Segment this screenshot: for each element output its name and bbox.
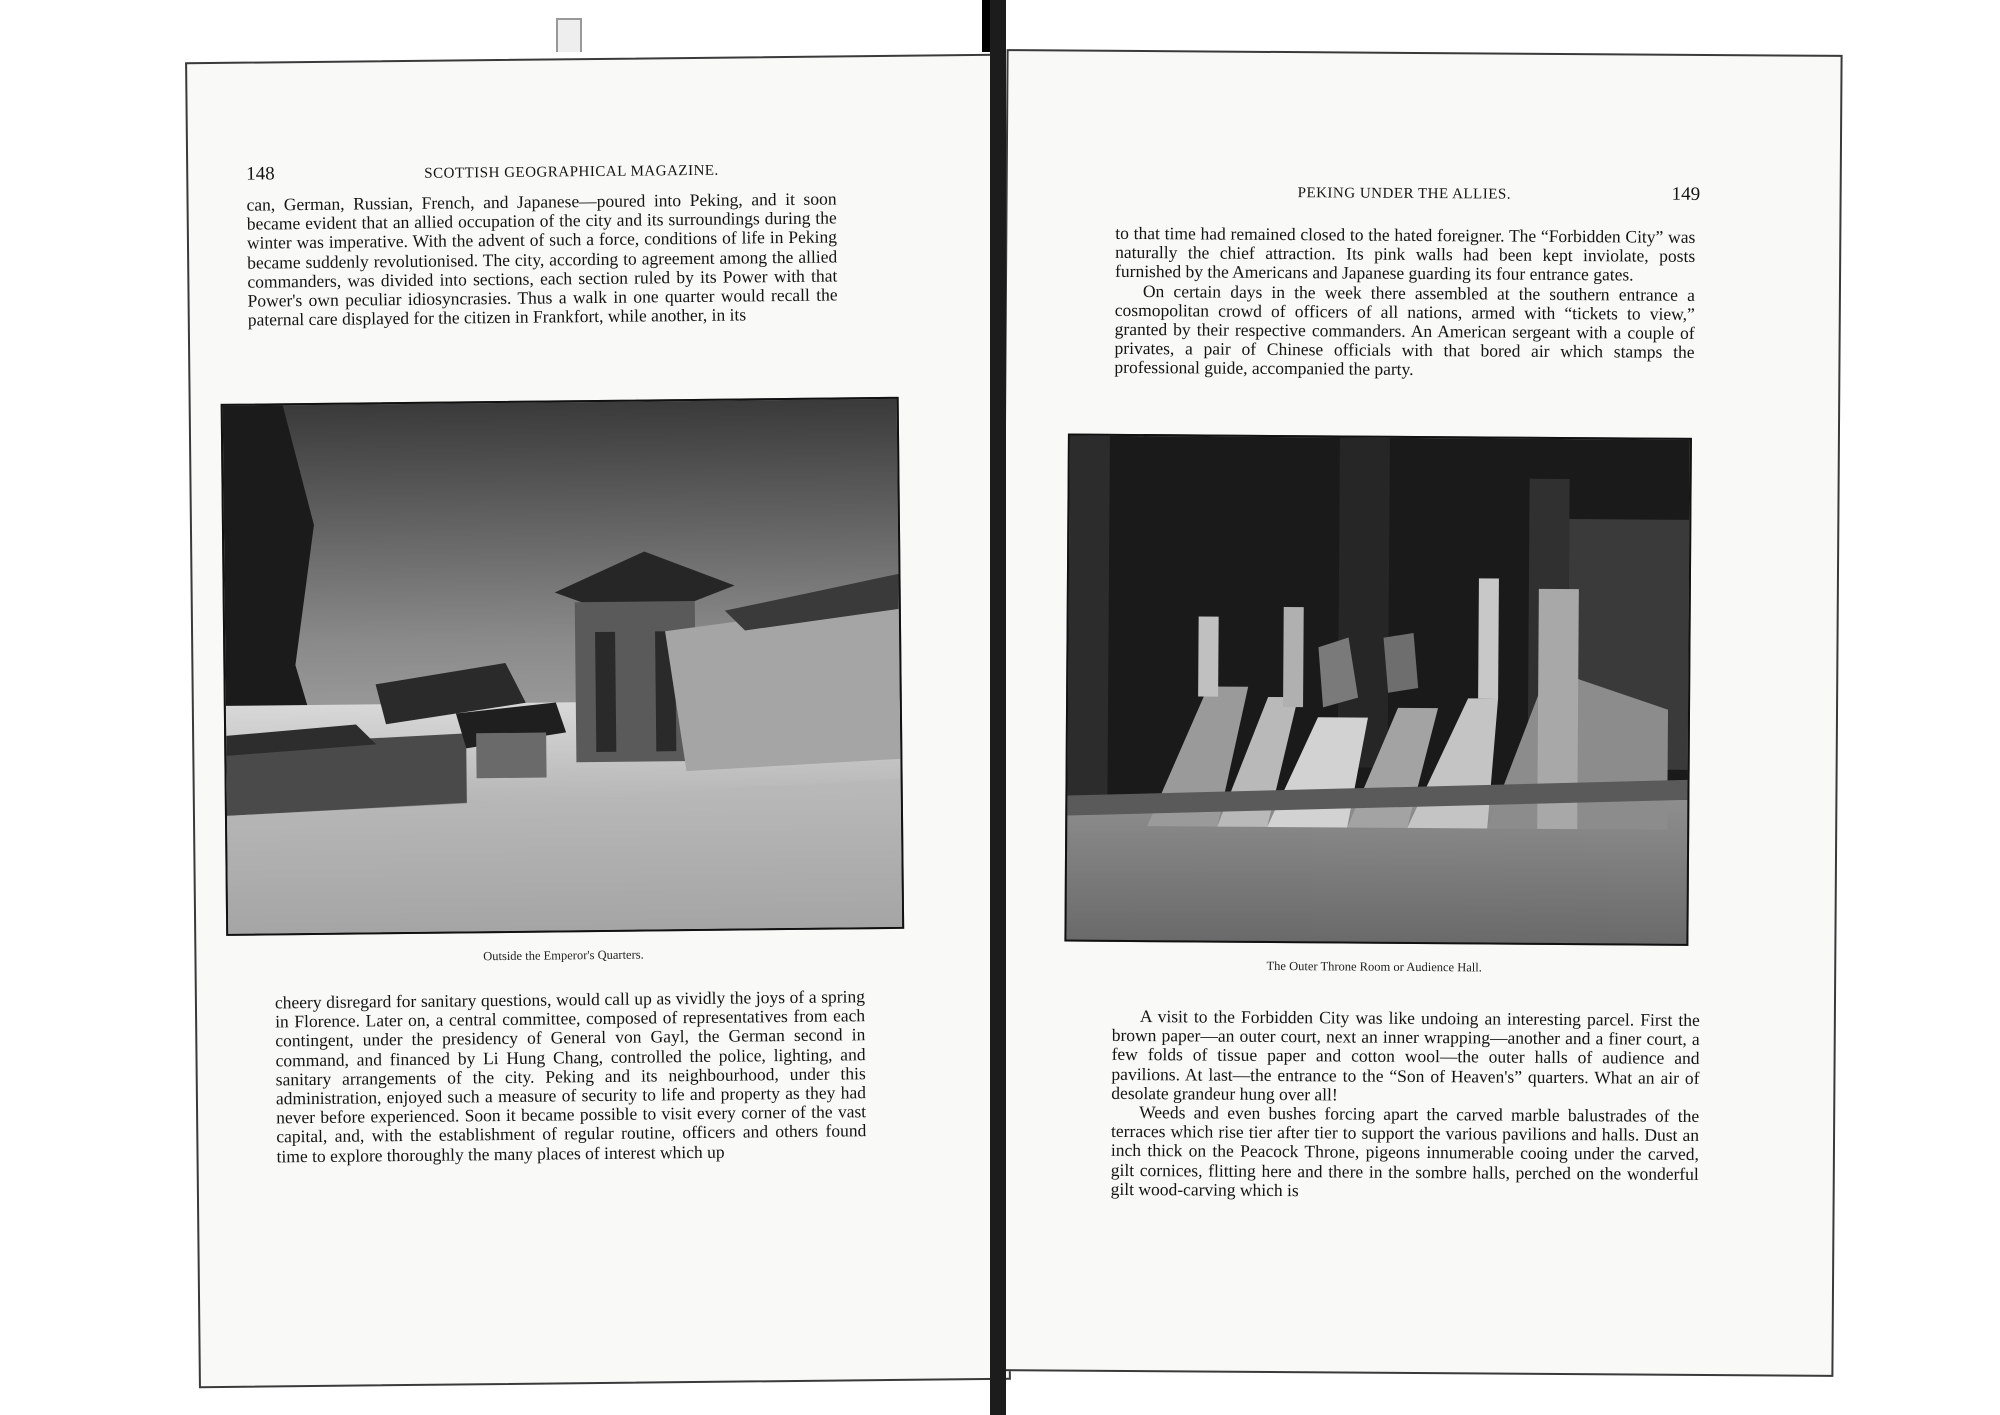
photo-outer-throne-room	[1064, 434, 1692, 946]
left-page-number: 148	[246, 163, 275, 185]
binder-clip	[556, 18, 582, 52]
book-gutter	[990, 0, 1006, 1415]
right-page	[997, 49, 1842, 1377]
left-top-paragraph	[246, 189, 838, 395]
right-top-paragraph-1: to that time had remained closed to the hated foreigner. The “Forbidden City” was naturally the chief attraction. Its pink walls had been kept inviolate, posts furnished by the Americans and Japanese guarding its four entrance gates.	[1115, 222, 1696, 285]
right-running-head: PEKING UNDER THE ALLIES.	[1297, 185, 1512, 203]
right-top-paragraphs	[1114, 224, 1695, 428]
right-bottom-paragraphs	[1110, 1007, 1700, 1241]
photo-emperors-quarters	[221, 397, 905, 936]
right-photo-caption: The Outer Throne Room or Audience Hall.	[1266, 958, 1482, 975]
right-bottom-paragraph-1: A visit to the Forbidden City was like undoing an interesting parcel. First the brown paper—an outer court, next an inner wrapping—another and a finer court, a few folds of tissue paper and cotton wool—the outer halls of audience and pavilions. At last—the entrance to the “Son of Heaven's” quarters. What an air of desolate grandeur hung over all!	[1111, 1006, 1700, 1105]
left-page	[185, 54, 1011, 1388]
right-page-number: 149	[1671, 183, 1701, 205]
photo-emperors-quarters-image	[223, 399, 902, 934]
right-top-paragraph-2: On certain days in the week there assembled at the southern entrance a cosmopolitan crowd of officers of all nations, armed with “tickets to view,” granted by their respective commanders. An American sergeant with a couple of privates, a pair of Chinese officials with that bored air which stamps the professional guide, accompanied the party.	[1114, 280, 1695, 380]
right-bottom-paragraph-2: Weeds and even bushes forcing apart the carved marble balustrades of the terraces which rise tier after tier to support the various pavilions and halls. Dust an inch thick on the Peacock Throne, pigeons innumerable cooing under the carved, gilt cornices, flitting here and there in the sombre halls, perched on the wonderful gilt wood-carving which is	[1110, 1102, 1700, 1200]
left-top-paragraph-text: can, German, Russian, French, and Japanese—poured into Peking, and it soon became evident that an allied occupation of the city and its surroundings during the winter was imperative. With the advent of such a force, conditions of life in Peking became suddenly revolutionised. The city, according to agreement among the allied commanders, was divided into sections, each section ruled by its Power with that Power's own peculiar idiosyncrasies. Thus a walk in one quarter would recall the paternal care displayed for the citizen in Frankfort, while another, in its	[246, 188, 838, 330]
photo-outer-throne-room-image	[1066, 436, 1690, 944]
left-bottom-paragraph	[275, 987, 867, 1213]
left-photo-caption: Outside the Emperor's Quarters.	[483, 947, 644, 964]
left-running-head: SCOTTISH GEOGRAPHICAL MAGAZINE.	[424, 162, 719, 182]
left-bottom-paragraph-text: cheery disregard for sanitary questions, would call up as vividly the joys of a spring in Florence. Later on, a central committee, composed of representatives from each contingent, under the presidency of General von Gayl, the German second in command, and financed by Li Hung Chang, controlled the police, lighting, and sanitary arrangements of the city. Peking and its neighbourhood, under this administration, enjoyed such a measure of security to life and property as they had never before experienced. Soon it became possible to visit every corner of the vast capital, and, with the establishment of regular routine, officers and others found time to explore thoroughly the many places of interest which up	[274, 986, 867, 1167]
